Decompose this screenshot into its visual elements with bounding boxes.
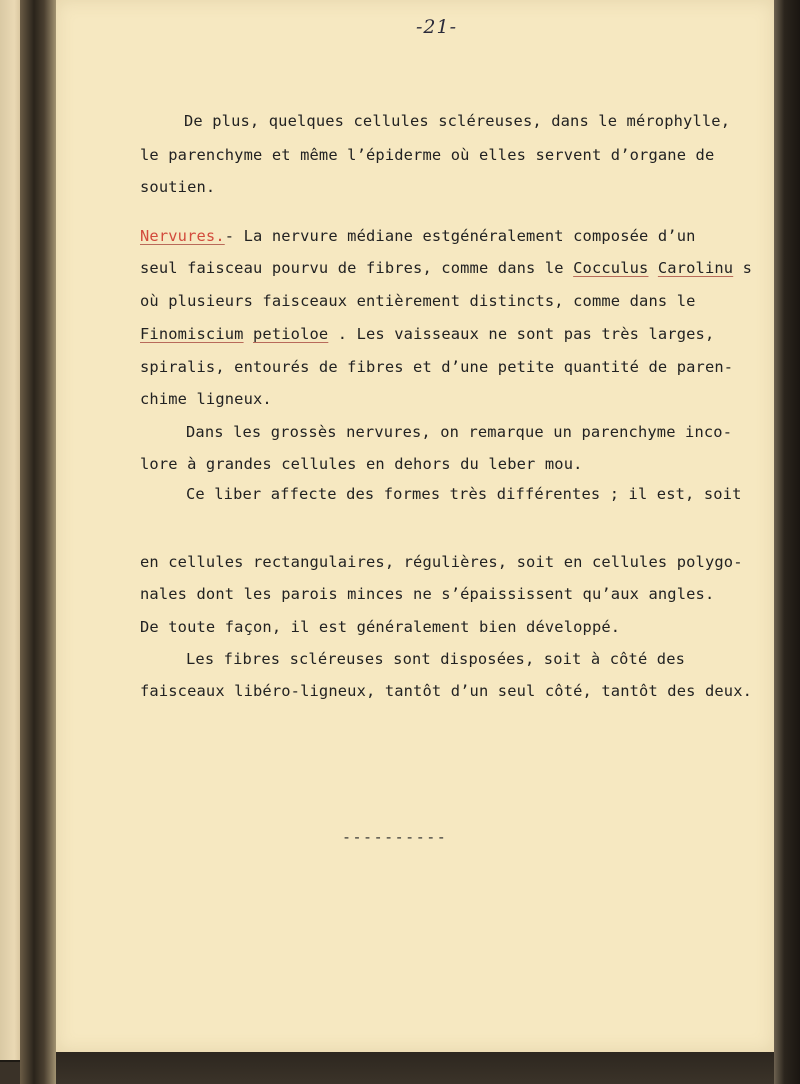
species-name-carolinus: Carolinu [657,259,734,277]
p2-line-1-text: - La nervure médiane estgénéralement composée d’un [224,227,696,245]
p4-line-1: Ce liber affecte des formes très différentes ; il est, soit [186,485,742,503]
p2-line-5: spiralis, entourés de fibres et d’une petite quantité de paren- [140,358,734,376]
p2-line-2-end: s [733,259,753,277]
p3-line-2: lore à grandes cellules en dehors du leber mou. [140,455,583,473]
species-name-cocculus: Cocculus [573,259,649,277]
p5-line-2: faisceaux libéro-ligneux, tantôt d’un seul côté, tantôt des deux. [140,682,753,700]
bottom-page-edge [56,1052,774,1084]
p2-line-4-text: . Les vaisseaux ne sont pas très larges, [328,325,715,343]
p2-line-6: chime ligneux. [140,390,272,408]
species-name-finomiscium: Finomiscium [140,325,244,343]
p2-line-1 [140,227,696,245]
p4-line-4: De toute façon, il est généralement bien développé. [140,618,621,636]
p5-line-1: Les fibres scléreuses sont disposées, soit à côté des [186,650,686,668]
page-number: -21- [416,16,458,38]
right-page-edge [774,0,800,1084]
p1-line-2: le parenchyme et même l’épiderme où elles servent d’organe de [140,146,715,164]
book-gutter [20,0,60,1084]
p1-line-1: De plus, quelques cellules scléreuses, dans le mérophylle, [184,112,731,130]
end-dashes: ---------- [342,828,448,846]
typewritten-page [56,0,774,1052]
section-heading-nervures: Nervures. [140,227,225,245]
p3-line-1: Dans les grossès nervures, on remarque un parenchyme inco- [186,423,733,441]
p2-line-2 [140,259,752,277]
p2-line-3: où plusieurs faisceaux entièrement distincts, comme dans le [140,292,696,310]
p1-line-3: soutien. [140,178,216,196]
species-name-petioloe: petioloe [253,325,329,343]
p2-line-2-text: seul faisceau pourvu de fibres, comme dans le [140,259,574,277]
p4-line-3: nales dont les parois minces ne s’épaississent qu’aux angles. [140,585,715,603]
p4-line-2: en cellules rectangulaires, régulières, soit en cellules polygo- [140,553,743,571]
p2-line-4 [140,325,714,343]
